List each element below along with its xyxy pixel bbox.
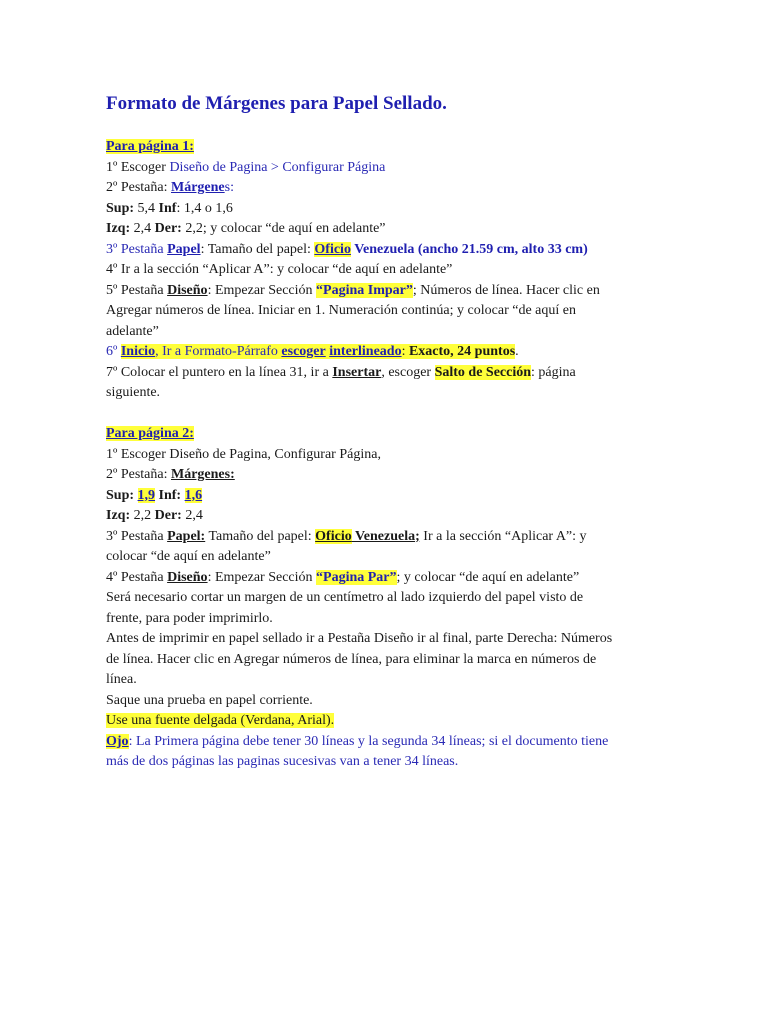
s2-der-value: 2,4 xyxy=(181,508,203,523)
s1-step1-text: 1º Escoger xyxy=(106,159,170,175)
s1-sup-label: Sup: xyxy=(106,200,135,216)
s2-note-imprimir-cont: de línea. Hacer clic en Agregar números de línea, para eliminar la marca en números de xyxy=(106,651,597,667)
s1-step3-text: 3º Pestaña xyxy=(106,241,168,257)
section2-heading-line xyxy=(106,424,666,445)
s1-step3-size: : Tamaño del papel: xyxy=(200,241,315,257)
s2-step4-diseno: Diseño xyxy=(167,569,208,585)
s2-note-cortar: Será necesario cortar un margen de un centímetro al lado izquierdo del papel visto de xyxy=(106,590,584,605)
s2-step2-margenes: Márgenes: xyxy=(171,467,235,482)
s1-step6-num: 6º xyxy=(106,344,121,359)
s1-sup-value: 5,4 xyxy=(134,200,159,216)
s1-margins-izq-der xyxy=(106,219,666,240)
s1-der-label: Der: xyxy=(154,221,182,236)
document-body xyxy=(106,92,666,773)
s1-step4: 4º Ir a la sección “Aplicar A”: y colocar “de aquí en adelante” xyxy=(106,262,453,277)
s1-step3-oficio: Oficio xyxy=(314,241,351,257)
s1-step3 xyxy=(106,240,666,261)
s2-sup-space xyxy=(134,488,138,503)
s2-step4-pagina-par: “Pagina Par” xyxy=(316,569,397,585)
document-title: Formato de Márgenes para Papel Sellado. xyxy=(106,93,447,114)
s2-der-label: Der: xyxy=(154,508,182,523)
s1-inf-label: Inf xyxy=(158,200,177,216)
s2-sup-label: Sup: xyxy=(106,487,135,503)
s2-step3-oficio: Oficio xyxy=(315,528,352,544)
s1-step5-pagina-impar: “Pagina Impar” xyxy=(316,282,413,298)
s1-step6-interlineado: interlineado xyxy=(329,344,402,359)
s1-izq-label: Izq: xyxy=(106,221,131,236)
s1-step2-suffix: s: xyxy=(224,180,234,195)
s1-step5-empezar: : Empezar Sección xyxy=(207,282,317,298)
s2-note-imprimir: Antes de imprimir en papel sellado ir a Pestaña Diseño ir al final, parte Derecha: Números xyxy=(106,631,613,646)
s2-step3 xyxy=(106,527,666,548)
s2-note-imprimir-end: línea. xyxy=(106,672,137,687)
s1-step7-insertar: Insertar xyxy=(332,364,382,380)
s1-step7-salto: Salto de Sección xyxy=(434,364,532,380)
s2-step3-size: Tamaño del papel: xyxy=(205,528,316,544)
s2-ojo-label: Ojo xyxy=(106,733,129,749)
s1-step5-diseno: Diseño xyxy=(167,282,208,298)
s2-inf-value: 1,6 xyxy=(184,487,203,503)
s2-step1: 1º Escoger Diseño de Pagina, Configurar Página, xyxy=(106,446,381,462)
s1-step7-escoger: , escoger xyxy=(381,364,435,380)
s2-step4-empezar: : Empezar Sección xyxy=(207,569,317,585)
s2-step2 xyxy=(106,465,666,486)
s2-sup-value: 1,9 xyxy=(137,487,156,503)
s2-note-cortar-end: frente, para poder imprimirlo. xyxy=(106,610,273,626)
s2-step3-text: 3º Pestaña xyxy=(106,528,168,544)
section2-heading: Para página 2: xyxy=(106,426,194,441)
s1-step7 xyxy=(106,363,666,384)
s1-step6-escoger: escoger xyxy=(281,344,326,359)
s1-step5-cont: Agregar números de línea. Iniciar en 1. Numeración continúa; y colocar “de aquí en xyxy=(106,303,576,318)
s1-step7-end: siguiente. xyxy=(106,385,161,400)
s2-ojo-text: : La Primera página debe tener 30 líneas y la segunda 34 líneas; si el documento tiene xyxy=(128,733,609,749)
s1-step5 xyxy=(106,281,666,302)
s2-step3-papel: Papel: xyxy=(167,528,206,544)
s1-step5-text: 5º Pestaña xyxy=(106,282,168,298)
s2-step2-text: 2º Pestaña: xyxy=(106,467,171,482)
s1-step6-period: . xyxy=(515,344,519,359)
s2-step3-venezuela: Venezuela; xyxy=(351,528,420,544)
s2-step4-colocar: ; y colocar “de aquí en adelante” xyxy=(396,569,580,585)
s2-note-prueba: Saque una prueba en papel corriente. xyxy=(106,692,313,708)
section1-heading-line xyxy=(106,137,666,158)
s1-step6-inicio: Inicio xyxy=(120,344,156,359)
s2-step4 xyxy=(106,568,666,589)
s1-step7-text: 7º Colocar el puntero en la línea 31, ir a xyxy=(106,364,333,380)
s2-margins-sup-inf xyxy=(106,486,666,507)
s2-izq-value: 2,2 xyxy=(130,508,155,523)
s1-step6 xyxy=(106,342,666,363)
s1-step6-exacto: Exacto, 24 puntos xyxy=(408,344,516,359)
s2-margins-izq-der xyxy=(106,506,666,527)
s1-step3-dimensions: Venezuela (ancho 21.59 cm, alto 33 cm) xyxy=(350,241,588,257)
section1-heading: Para página 1: xyxy=(106,139,194,154)
s1-step1-path: Diseño de Pagina > Configurar Página xyxy=(169,159,386,175)
s1-step2 xyxy=(106,178,666,199)
section-gap xyxy=(106,404,666,425)
s1-inf-value: : 1,4 o 1,6 xyxy=(176,200,233,216)
s1-izq-value: 2,4 xyxy=(130,221,155,236)
s1-step5-numeros: ; Números de línea. Hacer clic en xyxy=(412,282,600,298)
s2-note-fuente: Use una fuente delgada (Verdana, Arial). xyxy=(106,713,335,728)
s1-step3-papel: Papel xyxy=(167,241,201,257)
s1-step7-pagina: : página xyxy=(531,364,576,380)
s1-step6-formato: , Ir a Formato-Párrafo xyxy=(155,344,282,359)
s2-note-fuente-line xyxy=(106,711,666,732)
s1-step5-end: adelante” xyxy=(106,323,159,339)
s1-step2-text: 2º Pestaña: xyxy=(106,180,171,195)
s1-step2-margenes: Márgene xyxy=(171,180,225,195)
s1-margins-sup-inf xyxy=(106,199,666,220)
s2-inf-label: Inf: xyxy=(155,487,182,503)
s1-der-value: 2,2; y colocar “de aquí en adelante” xyxy=(181,221,386,236)
s2-note-ojo-end: más de dos páginas las paginas sucesivas van a tener 34 líneas. xyxy=(106,754,459,769)
s2-izq-label: Izq: xyxy=(106,508,131,523)
s1-step6-colon: : xyxy=(401,344,409,359)
s2-step4-text: 4º Pestaña xyxy=(106,569,168,585)
s1-step1 xyxy=(106,158,666,179)
s2-step3-aplicar: Ir a la sección “Aplicar A”: y xyxy=(419,528,587,544)
s2-step3-end: colocar “de aquí en adelante” xyxy=(106,549,271,564)
s2-note-ojo xyxy=(106,732,666,753)
